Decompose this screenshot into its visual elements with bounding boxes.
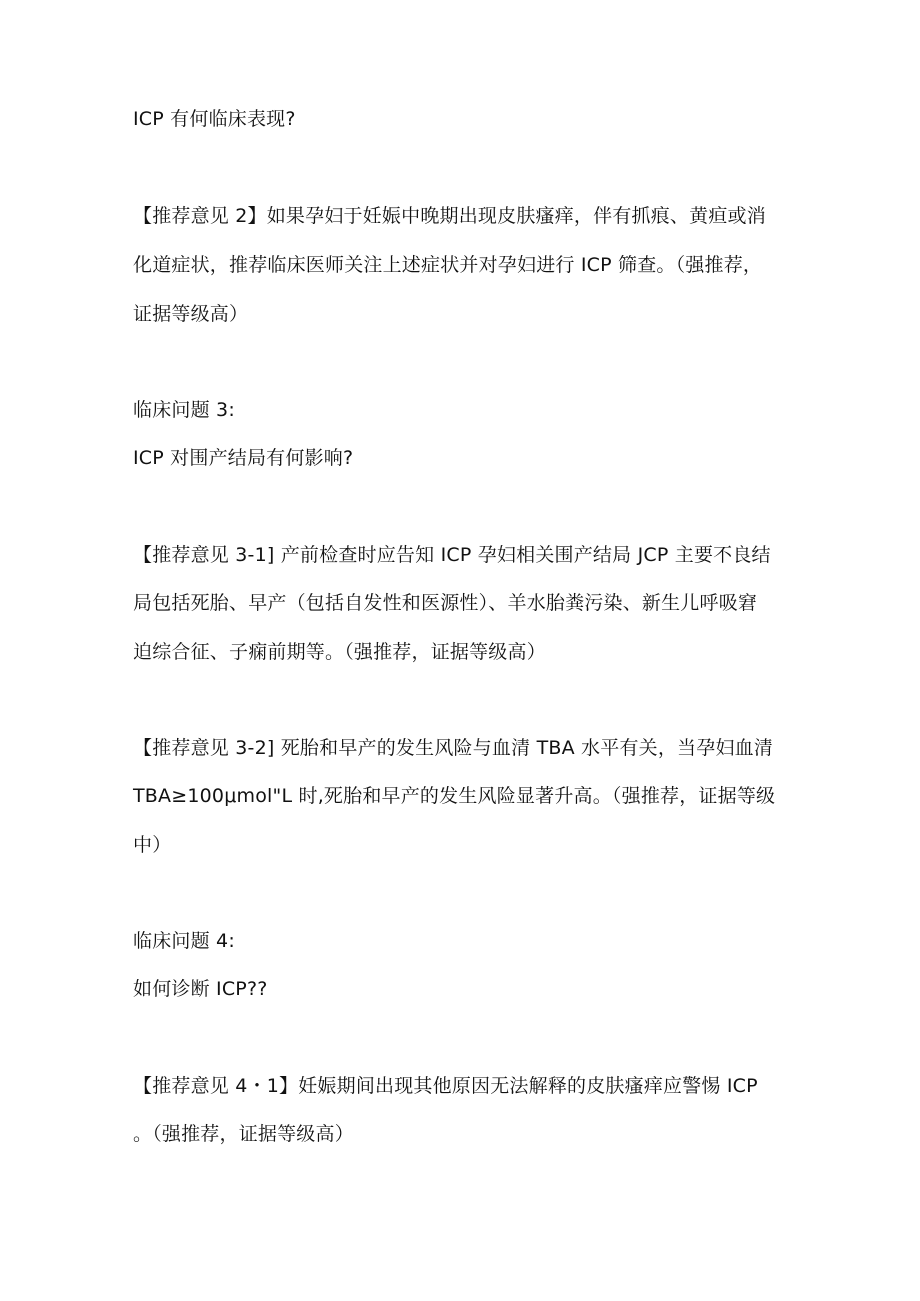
clinical-question-4-heading: 临床问题 4: bbox=[133, 930, 235, 952]
recommendation-3-1-line-3: 迫综合征、子痫前期等。（强推荐，证据等级高） bbox=[133, 641, 546, 663]
recommendation-3-1-line-2: 局包括死胎、早产（包括自发性和医源性）、羊水胎粪污染、新生儿呼吸窘 bbox=[133, 592, 758, 614]
recommendation-4-1-line-1: 【推荐意见 4・1】妊娠期间出现其他原因无法解释的皮肤瘙痒应警惕 ICP bbox=[133, 1075, 758, 1097]
clinical-question-3-heading: 临床问题 3: bbox=[133, 399, 235, 421]
question-3-text: ICP 对围产结局有何影响? bbox=[133, 447, 354, 469]
recommendation-3-1-line-1: 【推荐意见 3-1] 产前检查时应告知 ICP 孕妇相关围产结局 JCP 主要不良结 bbox=[133, 544, 771, 566]
question-2-text: ICP 有何临床表现? bbox=[133, 108, 296, 130]
recommendation-2-line-2: 化道症状，推荐临床医师关注上述症状并对孕妇进行 ICP 筛查。（强推荐， bbox=[133, 254, 763, 276]
recommendation-3-2-line-3: 中） bbox=[133, 834, 172, 856]
recommendation-2-line-1: 【推荐意见 2】如果孕妇于妊娠中晚期出现皮肤瘙痒，伴有抓痕、黄疸或消 bbox=[133, 205, 766, 227]
recommendation-3-2-line-1: 【推荐意见 3-2] 死胎和早产的发生风险与血清 TBA 水平有关，当孕妇血清 bbox=[133, 737, 774, 759]
question-4-text: 如何诊断 ICP?? bbox=[133, 978, 268, 1000]
recommendation-3-2-line-2: TBA≥100μmol"L 时,死胎和早产的发生风险显著升高。（强推荐，证据等级 bbox=[133, 785, 776, 807]
recommendation-4-1-line-2: 。（强推荐，证据等级高） bbox=[133, 1123, 354, 1145]
recommendation-2-line-3: 证据等级高） bbox=[133, 303, 249, 325]
